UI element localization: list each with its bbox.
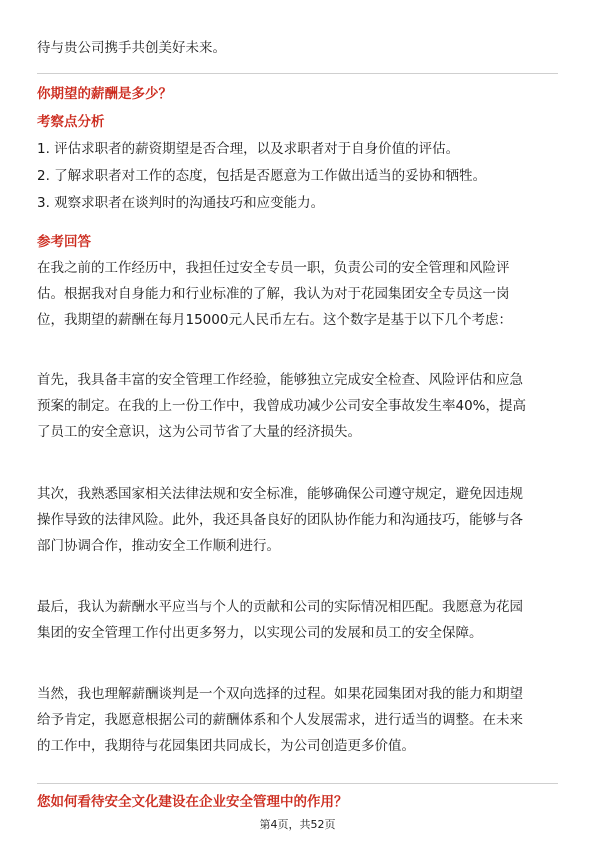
question-1 [37,84,558,105]
question-2-title: 您如何看待安全文化建设在企业安全管理中的作用？ [37,794,348,810]
answer-line: 在我之前的工作经历中，我担任过安全专员一职，负责公司的安全管理和风险评 [37,260,510,276]
answer-line: 集团的安全管理工作付出更多努力，以实现公司的发展和员工的安全保障。 [37,625,483,641]
analysis-item: 2. 了解求职者对工作的态度，包括是否愿意为工作做出适当的妥协和牺牲。 [37,168,487,184]
answer-paragraph-1 [37,258,558,331]
section-divider [37,73,558,74]
answer-line: 位，我期望的薪酬在每月15000元人民币左右。这个数字是基于以下几个考虑： [37,312,512,328]
answer-line: 部门协调合作，推动安全工作顺利进行。 [37,538,280,554]
answer-line: 预案的制定。在我的上一份工作中，我曾成功减少公司安全事故发生率40%，提高 [37,398,527,414]
analysis-item: 3. 观察求职者在谈判时的沟通技巧和应变能力。 [37,195,325,211]
analysis-title: 考察点分析 [37,114,105,130]
answer-section [37,232,558,253]
intro-tail-text: 待与贵公司携手共创美好未来。 [37,40,226,56]
answer-line: 了员工的安全意识，这为公司节省了大量的经济损失。 [37,424,361,440]
question-1-title: 你期望的薪酬是多少？ [37,86,172,102]
document-page [37,0,558,842]
answer-line: 估。根据我对自身能力和行业标准的了解，我认为对于花园集团安全专员这一岗 [37,286,510,302]
section-divider [37,783,558,784]
answer-line: 给予肯定，我愿意根据公司的薪酬体系和个人发展需求，进行适当的调整。在未来 [37,712,523,728]
analysis-item: 1. 评估求职者的薪资期望是否合理，以及求职者对于自身价值的评估。 [37,141,460,157]
answer-paragraph-4 [37,597,558,644]
answer-line: 其次，我熟悉国家相关法律法规和安全标准，能够确保公司遵守规定，避免因违规 [37,486,523,502]
answer-paragraph-5 [37,684,558,757]
answer-line: 当然，我也理解薪酬谈判是一个双向选择的过程。如果花园集团对我的能力和期望 [37,686,523,702]
answer-title: 参考回答 [37,234,91,250]
answer-line: 操作导致的法律风险。此外，我还具备良好的团队协作能力和沟通技巧，能够与各 [37,512,523,528]
question-2 [37,792,558,813]
answer-paragraph-2 [37,370,558,443]
answer-paragraph-3 [37,484,558,557]
answer-line: 的工作中，我期待与花园集团共同成长，为公司创造更多价值。 [37,738,415,754]
answer-line: 首先，我具备丰富的安全管理工作经验，能够独立完成安全检查、风险评估和应急 [37,372,523,388]
page-number: 第4页，共52页 [259,818,336,831]
answer-line: 最后，我认为薪酬水平应当与个人的贡献和公司的实际情况相匹配。我愿意为花园 [37,599,523,615]
analysis-section [37,112,558,214]
